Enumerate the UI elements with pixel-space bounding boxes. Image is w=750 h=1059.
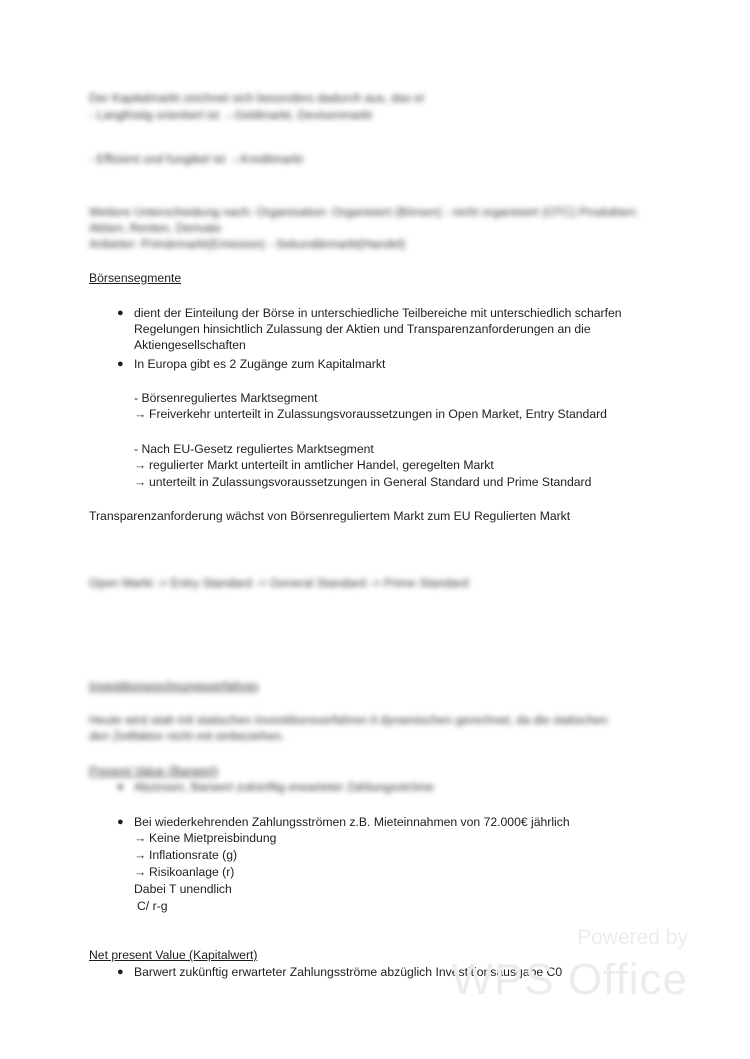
arrow-line-text: unterteilt in Zulassungsvoraussetzungen in General Standard und Prime Standard <box>149 475 592 489</box>
bullet-text-line: In Europa gibt es 2 Zugänge zum Kapitalmarkt <box>134 357 386 371</box>
arrow-right-icon: → <box>134 831 147 845</box>
blurred-text-line: Weitere Unterscheidung nach: Organisation: Organisiert (Börsen) - nicht organisiert (OTC) Produkten: <box>89 205 639 219</box>
bullet-icon: ● <box>117 966 124 978</box>
formula: C/ r-g <box>137 899 168 913</box>
bullet-icon: ● <box>117 358 124 370</box>
bullet-icon: ● <box>117 816 124 828</box>
section-heading-npv: Net present Value (Kapitalwert) <box>89 948 258 962</box>
arrow-line-text: Inflationsrate (g) <box>149 848 238 862</box>
arrow-line-text: Freiverkehr unterteilt in Zulassungsvoraussetzungen in Open Market, Entry Standard <box>149 407 607 421</box>
bullet-text-line: Bei wiederkehrenden Zahlungsströmen z.B. Mieteinnahmen von 72.000€ jährlich <box>134 815 570 829</box>
arrow-line <box>134 406 607 422</box>
segment-title: - Nach EU-Gesetz reguliertes Marktsegment <box>134 442 374 456</box>
arrow-line-text: Risikoanlage (r) <box>149 865 235 879</box>
blurred-heading: Investitionsrechnungsverfahren <box>89 679 259 693</box>
arrow-line <box>134 830 276 846</box>
blurred-heading: Present Value (Barwert) <box>89 764 219 778</box>
bullet-text-line: dient der Einteilung der Börse in unterschiedliche Teilbereiche mit unterschiedlich scharfen <box>134 306 622 320</box>
paragraph-transparency: Transparenzanforderung wächst von Börsenreguliertem Markt zum EU Regulierten Markt <box>89 509 571 523</box>
blurred-text-line: - Langfristig orientiert ist →Geldmarkt, Devisenmarkt <box>89 108 373 122</box>
arrow-line <box>134 474 591 490</box>
bullet-text-line: Regelungen hinsichtlich Zulassung der Aktien und Transparenzanforderungen an die <box>134 322 591 336</box>
bullet-text-line: Barwert zukünftig erwarteter Zahlungsströme abzüglich Investitionsausgabe C0 <box>134 965 563 979</box>
blurred-text-line: Abzinsen, Barwert zukünftig erwarteter Zahlungsströme <box>134 780 435 794</box>
bullet-icon: ● <box>117 307 124 319</box>
bullet-icon: ● <box>117 781 124 793</box>
arrow-line <box>134 864 234 880</box>
arrow-line <box>134 847 237 863</box>
blurred-text-line: Anbieter: Primärmarkt(Emission) - Sekundärmarkt(Handel) <box>89 237 406 251</box>
blurred-text-line: den Zeitfaktor nicht mit einbeziehen. <box>89 729 285 743</box>
arrow-line <box>134 457 494 473</box>
arrow-right-icon: → <box>134 865 147 879</box>
watermark-wps-office-logo: WPS Office <box>451 955 688 1004</box>
blurred-text-line: Der Kapitalmarkt zeichnet sich besonders dadurch aus, das er <box>89 91 426 105</box>
arrow-right-icon: → <box>134 475 147 489</box>
arrow-right-icon: → <box>134 848 147 862</box>
arrow-right-icon: → <box>134 458 147 472</box>
segment-title: - Börsenreguliertes Marktsegment <box>134 391 318 405</box>
blurred-text-line: - Effizient und fungibel ist →Kreditmarkt <box>89 152 303 166</box>
arrow-line-text: regulierter Markt unterteilt in amtlicher Handel, geregelten Markt <box>149 458 494 472</box>
watermark-powered-by: Powered by <box>577 926 688 949</box>
blurred-text-line: Aktien, Renten, Derivate <box>89 221 222 235</box>
text-line: Dabei T unendlich <box>134 882 232 896</box>
arrow-right-icon: → <box>134 407 147 421</box>
blurred-text-line: Open Markt -> Entry Standard -> General Standard -> Prime Standard <box>89 576 469 590</box>
arrow-line-text: Keine Mietpreisbindung <box>149 831 277 845</box>
section-heading-boersensegmente: Börsensegmente <box>89 271 182 285</box>
bullet-text-line: Aktiengesellschaften <box>134 338 246 352</box>
blurred-text-line: Heute wird statt mit statischen Investitionsverfahren it dynamischen gerechnet, da die statischen <box>89 713 608 727</box>
